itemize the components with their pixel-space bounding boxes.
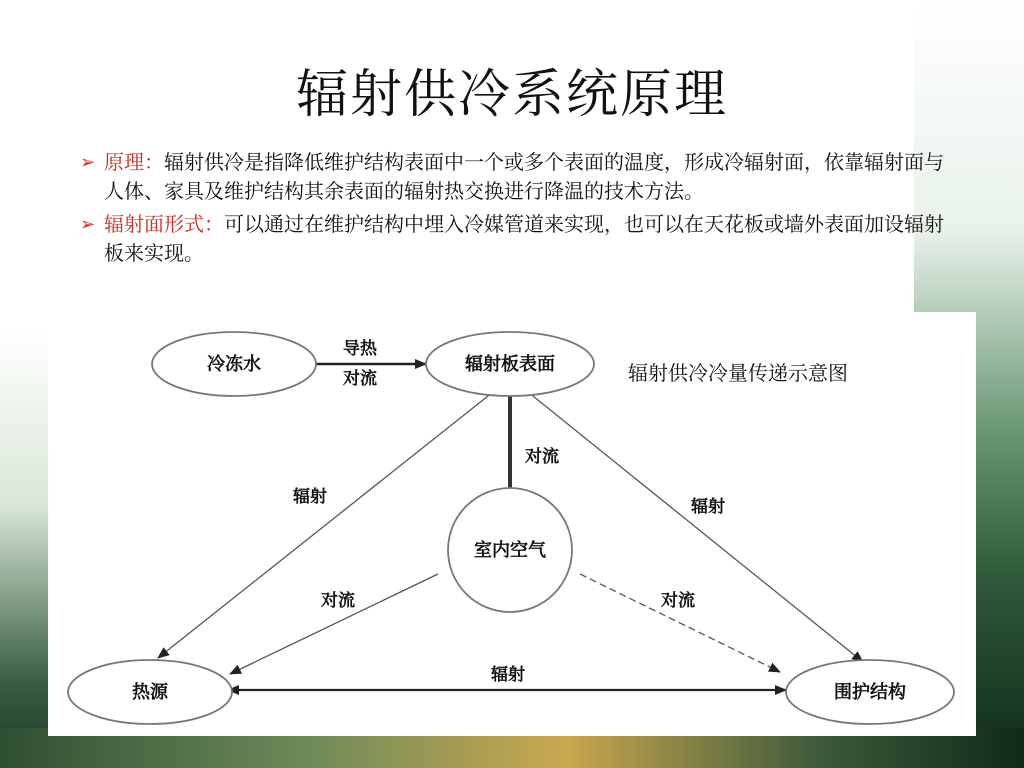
edge-label-panel-air: 对流: [525, 447, 559, 467]
edge-panel-heat: [158, 392, 493, 658]
bullet-label: 原理：: [104, 150, 164, 174]
node-label-panel: 辐射板表面: [465, 354, 555, 375]
node-label-air: 室内空气: [474, 540, 546, 561]
bullet-arrow-icon: ➢: [80, 214, 96, 235]
bullet-arrow-icon: ➢: [80, 152, 96, 173]
bullet-surface-form: [80, 210, 960, 268]
bullet-text: 可以通过在维护结构中埋入冷媒管道来实现，也可以在天花板或墙外表面加设辐射板来实现。: [104, 212, 944, 265]
bullet-text: 辐射供冷是指降低维护结构表面中一个或多个表面的温度，形成冷辐射面，依靠辐射面与人体、家具及维护结构其余表面的辐射热交换进行降温的技术方法。: [104, 150, 944, 203]
bullet-list: [80, 148, 960, 272]
edge-label-air-heat: 对流: [321, 591, 355, 611]
edge-label-conduction: 导热: [343, 339, 377, 359]
slide-title: 辐射供冷系统原理: [295, 65, 728, 125]
edge-air-heat: [230, 574, 438, 674]
edge-label-water-convection: 对流: [343, 369, 377, 389]
node-label-water: 冷冻水: [207, 354, 261, 375]
edge-label-air-envelope: 对流: [661, 591, 695, 611]
edge-label-heat-envelope: 辐射: [491, 665, 525, 685]
edge-panel-envelope: [528, 392, 863, 662]
node-label-envelope: 围护结构: [834, 682, 906, 703]
edge-label-panel-envelope: 辐射: [691, 497, 725, 517]
bullet-principle: [80, 148, 960, 206]
node-label-heat: 热源: [132, 682, 168, 703]
bullet-label: 辐射面形式：: [104, 212, 224, 236]
diagram-svg: [48, 312, 976, 736]
diagram-caption: 辐射供冷冷量传递示意图: [628, 361, 848, 385]
cooling-transfer-diagram: [48, 312, 976, 736]
edge-label-panel-heat: 辐射: [293, 487, 327, 507]
edge-air-envelope: [580, 574, 780, 672]
